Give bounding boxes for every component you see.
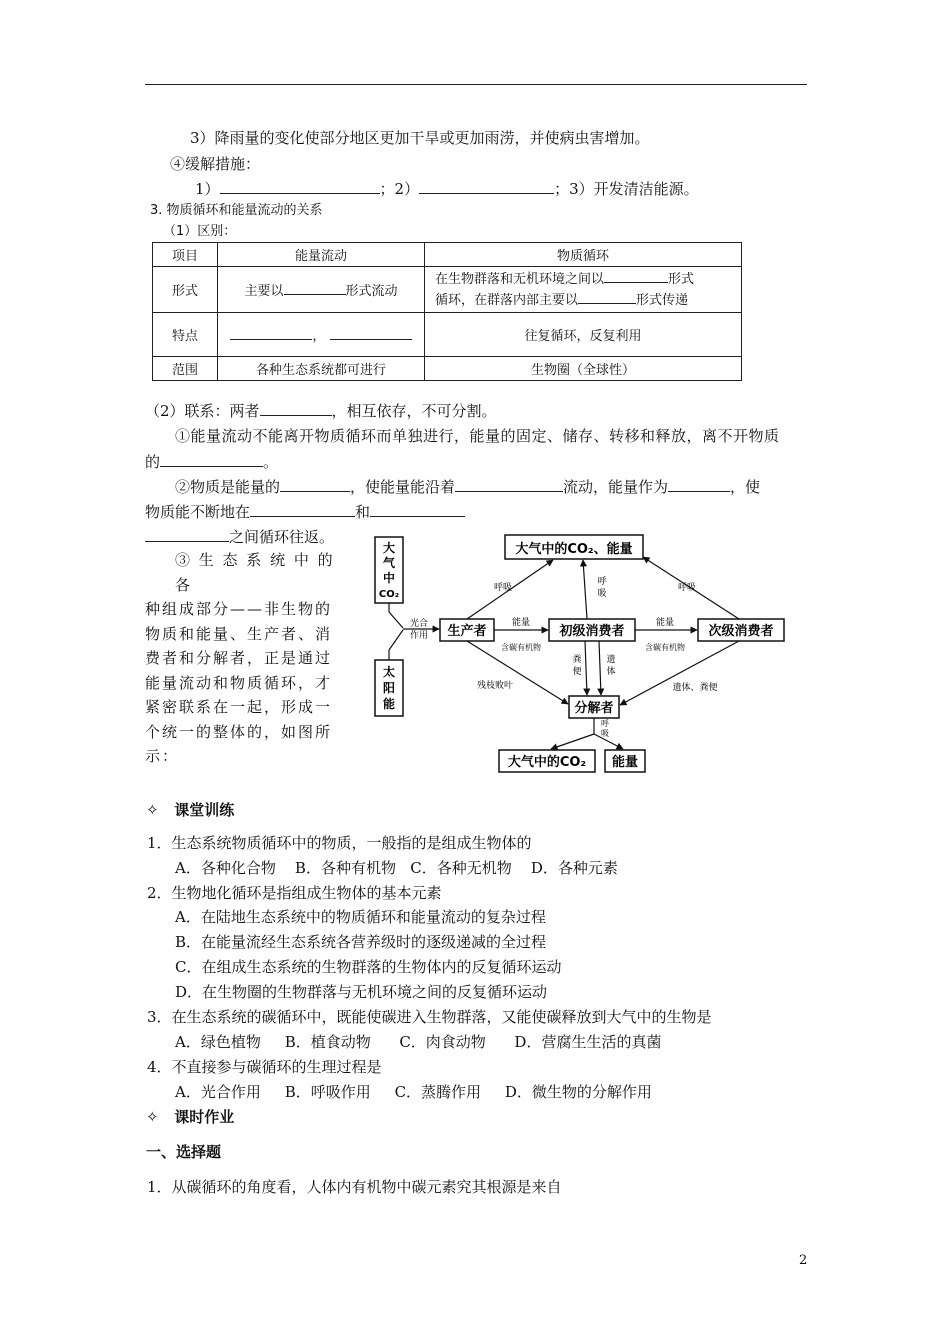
homework-q1: 1．从碳循环的角度看，人体内有机物中碳元素究其根源是来自 <box>147 1178 562 1196</box>
q1-option-c: C．各种无机物 <box>410 859 512 877</box>
p3-line: 能量流动和物质循环，才 <box>145 673 333 692</box>
q4-options <box>175 1082 652 1102</box>
p1-l2-pre: 的 <box>145 453 161 471</box>
label-primary-consumer: 初级消费者 <box>559 624 625 639</box>
comparison-table <box>152 242 742 381</box>
q2-option-d: D．在生物圈的生物群落与无机环境之间的反复循环运动 <box>175 983 548 1001</box>
blank-p2e <box>370 501 465 517</box>
row-scope-energy: 各种生态系统都可进行 <box>218 357 425 381</box>
q4-option-c: C．蒸腾作用 <box>394 1083 482 1101</box>
q1-option-d: D．各种元素 <box>530 859 618 877</box>
flow-organic-label: 含碳有机物 <box>501 643 541 652</box>
table-header-row <box>153 243 742 267</box>
remains-feces-label: 遗体、粪便 <box>672 683 718 693</box>
litter-label: 残枝败叶 <box>476 681 514 691</box>
blank-p2c <box>668 476 730 492</box>
q3-option-b: B．植食动物 <box>284 1033 371 1051</box>
resp-v: 呼 <box>601 719 609 728</box>
form-matter-l1-post: 形式 <box>668 271 695 287</box>
p3-line: 紧密联系在一起，形成一 <box>145 698 333 716</box>
resp-v: 吸 <box>597 589 607 599</box>
blank-form-energy <box>284 282 346 295</box>
training-title <box>146 800 234 820</box>
q3-option-c: C．肉食动物 <box>399 1033 486 1051</box>
q4-stem: 4．不直接参与碳循环的生理过程是 <box>147 1058 382 1076</box>
q3-option-a: A．绿色植物 <box>175 1033 261 1051</box>
p2-post: ，使 <box>730 478 761 496</box>
q2-option-b: B．在能量流经生态系统各营养级时的逐级递减的全过程 <box>175 933 547 951</box>
p2-l2-mid: 和 <box>355 503 371 521</box>
m1-prefix: 1） <box>195 180 220 198</box>
carbon-cycle-diagram <box>365 528 805 780</box>
row-form-energy <box>218 267 425 313</box>
blank-p2f <box>145 526 229 542</box>
p3-line: ③ 生 态 系 统 中 的 各 <box>175 551 335 594</box>
link-post: ，相互依存，不可分割。 <box>331 402 497 420</box>
p2-l3-post: 之间循环往返。 <box>229 528 335 546</box>
feces-v: 粪 <box>572 655 582 665</box>
left-top-char: 气 <box>382 556 396 570</box>
row-form-matter <box>425 267 742 313</box>
diamond-icon: ✧ <box>146 801 159 819</box>
m2-prefix: ；2） <box>379 180 420 198</box>
resp-label: 呼吸 <box>677 583 697 593</box>
p3-line: 种组成部分——非生物的 <box>145 600 333 618</box>
homework-title-text: 课时作业 <box>174 1108 235 1126</box>
label-decomposer: 分解者 <box>574 701 614 716</box>
blank-link <box>260 400 332 416</box>
p3-paragraph <box>145 548 355 769</box>
blank-m1 <box>220 178 380 194</box>
q4-option-d: D．微生物的分解作用 <box>504 1083 652 1101</box>
q1-option-b: B．各种有机物 <box>294 859 396 877</box>
q4-option-a: A．光合作用 <box>175 1083 261 1101</box>
blank-p2b <box>455 476 563 492</box>
table-row-scope <box>153 357 742 381</box>
form-energy-post: 形式流动 <box>345 284 398 299</box>
p3-line: 个统一的整体的，如图所 <box>145 722 333 741</box>
homework-section1: 一、选择题 <box>146 1143 222 1161</box>
th-matter: 物质循环 <box>425 243 742 267</box>
diamond-icon: ✧ <box>146 1108 159 1126</box>
feces-v: 便 <box>572 667 582 677</box>
sun-char: 太 <box>382 665 396 679</box>
page-number: 2 <box>799 1253 808 1268</box>
q3-option-d: D．营腐生生活的真菌 <box>514 1033 662 1051</box>
section3-title: 3. 物质循环和能量流动的关系 <box>150 203 323 218</box>
remains-v: 遗 <box>606 655 616 665</box>
p2-mid: ，使能量能沿着 <box>350 478 456 496</box>
q1-options <box>175 858 618 878</box>
flow-energy-label: 能量 <box>655 618 675 628</box>
p1-l2-post: 。 <box>263 453 279 471</box>
row-scope-label: 范围 <box>153 357 218 381</box>
blank-p1 <box>160 451 263 467</box>
resp-v: 呼 <box>597 577 607 587</box>
resp-v: 吸 <box>601 729 609 738</box>
feature-sep: ， <box>312 329 326 344</box>
label-bottom-co2: 大气中的CO₂ <box>507 755 587 770</box>
m3-text: ；3）开发清洁能源。 <box>554 180 699 198</box>
form-matter-l2-pre: 循环，在群落内部主要以 <box>435 292 579 308</box>
p2-l1 <box>175 476 760 497</box>
blank-p2a <box>280 476 350 492</box>
table-row-feature <box>153 313 742 357</box>
p3-line: 费者和分解者，正是通过 <box>145 649 333 667</box>
row-feature-label: 特点 <box>153 313 218 357</box>
label-secondary-consumer: 次级消费者 <box>708 624 774 639</box>
blank-p2d <box>250 501 355 517</box>
flow-energy-label: 能量 <box>511 618 531 628</box>
header-rule <box>145 84 807 85</box>
table-row-form <box>153 267 742 313</box>
row-feature-matter: 往复循环，反复利用 <box>425 313 742 357</box>
p1-l1: ①能量流动不能离开物质循环而单独进行，能量的固定、储存、转移和释放，离不开物质 <box>175 427 780 445</box>
remains-v: 体 <box>606 667 616 677</box>
section3-sub1: （1）区别： <box>163 224 237 239</box>
p2-l2 <box>145 501 465 522</box>
blank-m2 <box>419 178 554 194</box>
link-line <box>145 400 497 421</box>
measures-title: ④缓解措施： <box>170 155 261 173</box>
measures-line <box>195 178 699 199</box>
q3-stem: 3．在生态系统的碳循环中，既能使碳进入生物群落，又能使碳释放到大气中的生物是 <box>147 1008 712 1026</box>
resp-label: 呼吸 <box>493 583 513 593</box>
row-form-label: 形式 <box>153 267 218 313</box>
q4-option-b: B．呼吸作用 <box>284 1083 371 1101</box>
blank-feature-2 <box>330 327 412 340</box>
line-rainfall: 3）降雨量的变化使部分地区更加干旱或更加雨涝，并使病虫害增加。 <box>190 129 650 147</box>
q1-stem: 1．生态系统物质循环中的物质，一般指的是组成生物体的 <box>147 834 532 852</box>
label-top-atmosphere: 大气中的CO₂、能量 <box>515 542 633 557</box>
photo-label: 作用 <box>409 631 429 641</box>
training-title-text: 课堂训练 <box>174 801 235 819</box>
p2-mid2: 流动，能量作为 <box>563 478 669 496</box>
q3-options <box>175 1032 661 1052</box>
p3-line: 物质和能量、生产者、消 <box>145 624 333 643</box>
row-feature-energy <box>218 313 425 357</box>
form-matter-l2-post: 形式传递 <box>636 292 689 308</box>
homework-title <box>146 1107 234 1127</box>
blank-form-matter2 <box>578 291 636 304</box>
left-top-char: 大 <box>382 541 396 555</box>
th-energy: 能量流动 <box>218 243 425 267</box>
q2-option-a: A．在陆地生态系统中的物质循环和能量流动的复杂过程 <box>175 908 546 926</box>
q2-stem: 2．生物地化循环是指组成生物体的基本元素 <box>147 884 442 902</box>
left-top-char: CO₂ <box>378 589 400 600</box>
p3-line: 示： <box>145 747 180 765</box>
th-item: 项目 <box>153 243 218 267</box>
p1-l2 <box>145 451 278 472</box>
row-scope-matter: 生物圈（全球性） <box>425 357 742 381</box>
form-matter-l1-pre: 在生物群落和无机环境之间以 <box>435 271 605 287</box>
photo-label: 光合 <box>409 619 429 629</box>
p2-l2-pre: 物质能不断地在 <box>145 503 251 521</box>
label-producer: 生产者 <box>447 624 487 639</box>
left-top-char: 中 <box>382 571 396 585</box>
sun-char: 能 <box>382 697 396 711</box>
blank-form-matter1 <box>604 270 668 283</box>
blank-feature-1 <box>230 327 312 340</box>
link-pre: （2）联系：两者 <box>145 402 260 420</box>
flow-organic-label: 含碳有机物 <box>645 643 685 652</box>
q2-option-c: C．在组成生态系统的生物群落的生物体内的反复循环运动 <box>175 958 562 976</box>
form-energy-pre: 主要以 <box>244 284 284 299</box>
sun-char: 阳 <box>382 681 396 695</box>
q1-option-a: A．各种化合物 <box>175 859 276 877</box>
p2-l3 <box>145 526 334 547</box>
p2-pre: ②物质是能量的 <box>175 478 281 496</box>
label-bottom-energy: 能量 <box>611 755 639 770</box>
